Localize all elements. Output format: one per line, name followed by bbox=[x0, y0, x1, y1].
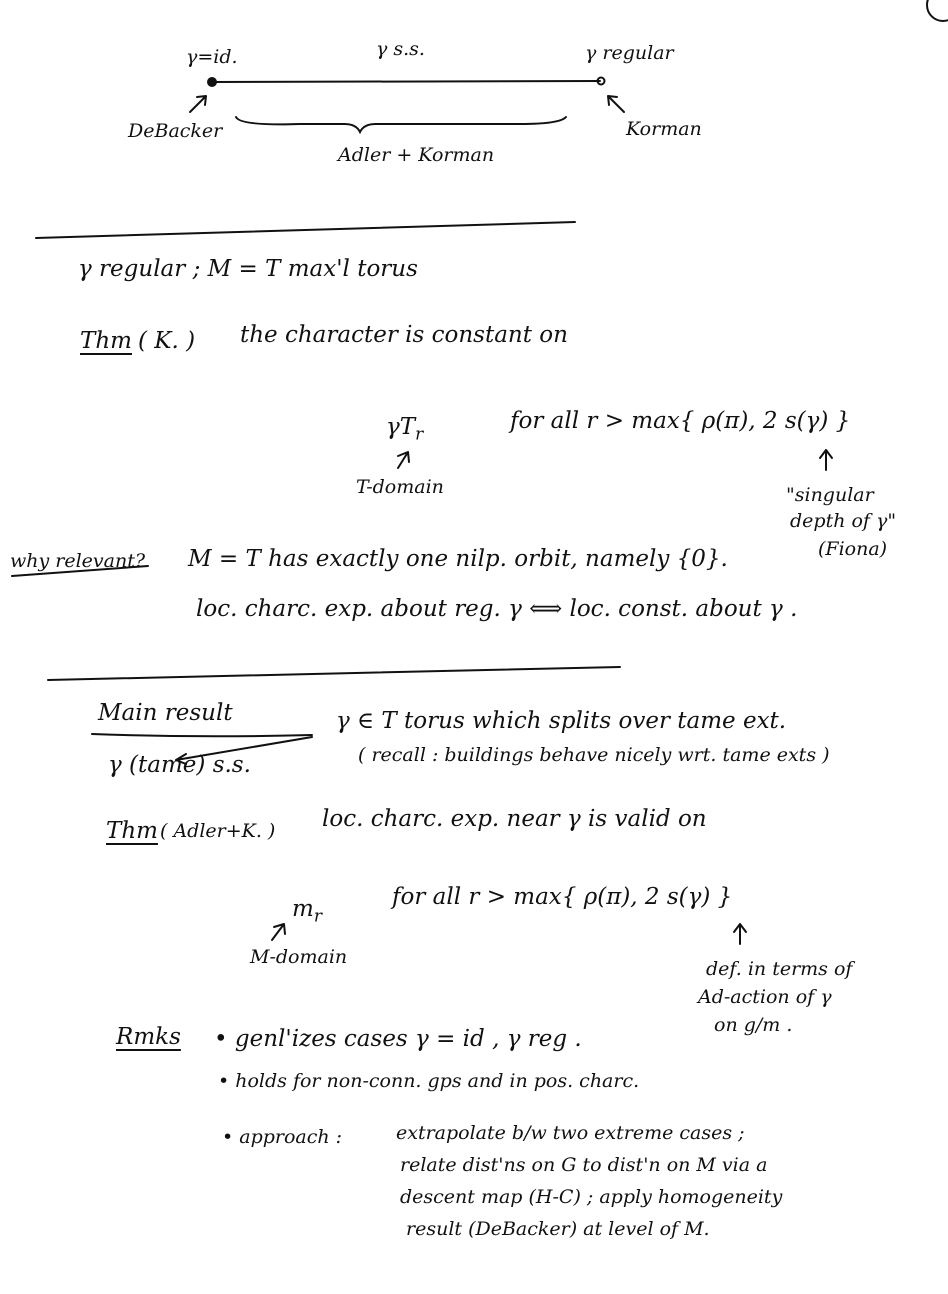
main-underline bbox=[92, 734, 312, 736]
main-thm-label: Thm bbox=[106, 818, 158, 844]
approach-line-3: descent map (H-C) ; apply homogeneity bbox=[400, 1186, 783, 1208]
segment-line bbox=[212, 81, 600, 82]
arrow-korman bbox=[608, 96, 624, 112]
regular-condition: for all r > max{ ρ(π), 2 s(γ) } bbox=[510, 408, 851, 434]
main-thm-attrib: ( Adler+K. ) bbox=[160, 820, 276, 842]
regular-thm-label: Thm bbox=[80, 328, 132, 354]
remark-item-1: • genl'izes cases γ = id , γ reg . bbox=[214, 1026, 582, 1052]
divider-2 bbox=[48, 667, 620, 680]
main-thm-text: loc. charc. exp. near γ is valid on bbox=[322, 806, 707, 832]
approach-line-1: extrapolate b/w two extreme cases ; bbox=[396, 1122, 745, 1144]
depth-note-line-2: depth of γ" bbox=[790, 510, 897, 532]
regular-intro: γ regular ; M = T max'l torus bbox=[78, 256, 418, 282]
arrow-depth-note bbox=[820, 450, 832, 470]
remarks-label: Rmks bbox=[116, 1024, 181, 1050]
diagram-brace-label: Adler + Korman bbox=[338, 144, 495, 166]
arrow-def-note bbox=[734, 924, 746, 944]
main-domain-label: M-domain bbox=[250, 946, 348, 968]
def-note-line-2: Ad-action of γ bbox=[698, 986, 832, 1008]
divider-1 bbox=[36, 222, 575, 238]
diagram-right-label: γ regular bbox=[585, 42, 674, 64]
main-gamma: γ (tame) s.s. bbox=[108, 752, 251, 778]
why-line-2: loc. charc. exp. about reg. γ ⟺ loc. const. about γ . bbox=[196, 596, 798, 622]
diagram-mid-label: γ s.s. bbox=[376, 38, 425, 60]
diagram-left-label: γ=id. bbox=[186, 46, 238, 68]
regular-domain: $\gamma T_r$ bbox=[386, 414, 424, 445]
remark-item-2: • holds for non-conn. gps and in pos. charc. bbox=[218, 1070, 640, 1092]
why-label: why relevant? bbox=[10, 550, 146, 572]
regular-domain-label: T-domain bbox=[356, 476, 444, 498]
arrow-m-domain bbox=[272, 924, 285, 940]
depth-note-line-3: (Fiona) bbox=[818, 538, 888, 560]
regular-thm-text: the character is constant on bbox=[240, 322, 568, 348]
main-heading: Main result bbox=[98, 700, 233, 726]
remark-item-3: • approach : bbox=[222, 1126, 343, 1148]
arrow-t-domain bbox=[398, 452, 409, 468]
main-condition: for all r > max{ ρ(π), 2 s(γ) } bbox=[392, 884, 733, 910]
why-line-1: M = T has exactly one nilp. orbit, namely {0}. bbox=[188, 546, 728, 572]
approach-line-2: relate dist'ns on G to dist'n on M via a bbox=[400, 1154, 768, 1176]
main-domain: $m_r$ bbox=[292, 896, 322, 927]
def-note-line-3: on g/m . bbox=[714, 1014, 793, 1036]
regular-thm-attrib: ( K. ) bbox=[138, 328, 196, 354]
diagram-left-author: DeBacker bbox=[128, 120, 223, 142]
left-endpoint bbox=[207, 77, 217, 87]
main-recall: ( recall : buildings behave nicely wrt. tame exts ) bbox=[358, 744, 830, 766]
main-torus: γ ∈ T torus which splits over tame ext. bbox=[336, 708, 787, 734]
diagram-right-author: Korman bbox=[626, 118, 702, 140]
brace bbox=[236, 117, 566, 132]
arrow-debacker bbox=[190, 96, 206, 112]
def-note-line-1: def. in terms of bbox=[706, 958, 853, 980]
depth-note-line-1: "singular bbox=[786, 484, 874, 506]
approach-line-4: result (DeBacker) at level of M. bbox=[406, 1218, 710, 1240]
